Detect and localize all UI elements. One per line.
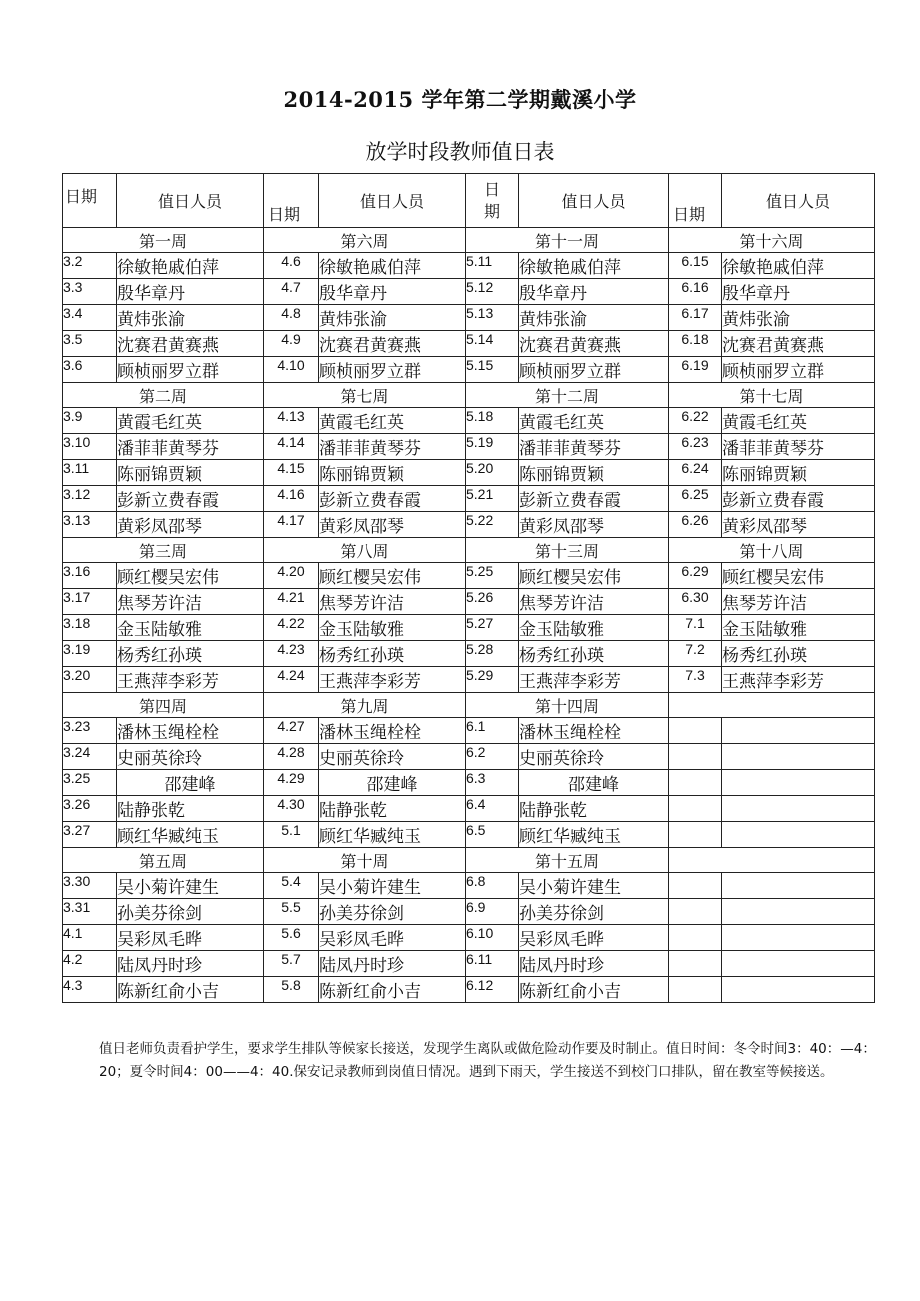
date-cell: 5.12 — [466, 279, 519, 305]
staff-cell: 黄霞毛红英 — [519, 408, 669, 434]
staff-cell: 殷华章丹 — [319, 279, 466, 305]
staff-cell: 杨秀红孙瑛 — [519, 641, 669, 667]
date-cell: 4.20 — [264, 563, 319, 589]
date-cell: 3.26 — [63, 796, 117, 822]
week-row — [63, 848, 875, 873]
week-label: 第三周 — [63, 538, 264, 563]
staff-cell — [722, 718, 875, 744]
staff-cell: 吴小菊许建生 — [117, 873, 264, 899]
date-cell: 5.15 — [466, 357, 519, 383]
staff-cell: 彭新立费春霞 — [117, 486, 264, 512]
date-header-char: 日 — [483, 179, 500, 199]
staff-cell: 吴彩凤毛晔 — [117, 925, 264, 951]
date-cell: 5.6 — [264, 925, 319, 951]
date-cell: 5.18 — [466, 408, 519, 434]
date-cell: 6.10 — [466, 925, 519, 951]
date-cell: 3.30 — [63, 873, 117, 899]
date-cell: 4.1 — [63, 925, 117, 951]
date-cell: 6.11 — [466, 951, 519, 977]
document-subtitle: 放学时段教师值日表 — [365, 140, 555, 164]
staff-cell: 潘林玉绳栓栓 — [117, 718, 264, 744]
staff-cell: 黄炜张渝 — [117, 305, 264, 331]
staff-cell: 沈赛君黄赛燕 — [319, 331, 466, 357]
date-cell: 3.23 — [63, 718, 117, 744]
staff-cell: 顾桢丽罗立群 — [117, 357, 264, 383]
staff-cell: 顾桢丽罗立群 — [519, 357, 669, 383]
date-cell: 3.20 — [63, 667, 117, 693]
staff-cell: 殷华章丹 — [519, 279, 669, 305]
date-cell: 7.1 — [669, 615, 722, 641]
day-row — [63, 460, 875, 486]
date-cell: 5.7 — [264, 951, 319, 977]
date-cell: 3.6 — [63, 357, 117, 383]
date-cell: 6.26 — [669, 512, 722, 538]
staff-cell: 陈新红俞小吉 — [319, 977, 466, 1003]
staff-cell: 王燕萍李彩芳 — [117, 667, 264, 693]
staff-cell: 陈新红俞小吉 — [519, 977, 669, 1003]
date-cell: 6.1 — [466, 718, 519, 744]
duty-note: 值日老师负责看护学生，要求学生排队等候家长接送，发现学生离队或做危险动作要及时制止。值日时间：冬令时间3：40：—4：20；夏令时间4：00——4：40.保安记录教师到岗值日情况。遇到下雨天，学生接送不到校门口排队，留在教室等候接送。 — [99, 1041, 876, 1080]
date-cell: 6.12 — [466, 977, 519, 1003]
date-cell — [669, 899, 722, 925]
week-label: 第七周 — [264, 383, 466, 408]
staff-cell: 陈丽锦贾颖 — [722, 460, 875, 486]
date-cell: 5.26 — [466, 589, 519, 615]
date-cell: 3.4 — [63, 305, 117, 331]
staff-cell: 王燕萍李彩芳 — [319, 667, 466, 693]
date-cell: 4.22 — [264, 615, 319, 641]
staff-header: 值日人员 — [519, 174, 669, 228]
date-cell: 4.13 — [264, 408, 319, 434]
date-cell: 3.24 — [63, 744, 117, 770]
staff-cell: 顾红樱吴宏伟 — [722, 563, 875, 589]
date-cell: 5.5 — [264, 899, 319, 925]
day-row — [63, 718, 875, 744]
document-title: 2014-2015 学年第二学期戴溪小学 — [283, 87, 637, 112]
date-cell: 6.25 — [669, 486, 722, 512]
staff-cell: 吴彩凤毛晔 — [319, 925, 466, 951]
staff-cell: 王燕萍李彩芳 — [722, 667, 875, 693]
date-cell: 6.22 — [669, 408, 722, 434]
staff-cell: 彭新立费春霞 — [519, 486, 669, 512]
day-row — [63, 279, 875, 305]
staff-cell — [722, 822, 875, 848]
staff-cell — [722, 951, 875, 977]
day-row — [63, 615, 875, 641]
date-cell: 3.31 — [63, 899, 117, 925]
day-row — [63, 512, 875, 538]
date-cell: 6.5 — [466, 822, 519, 848]
staff-cell: 史丽英徐玲 — [117, 744, 264, 770]
day-row — [63, 667, 875, 693]
week-label: 第十七周 — [669, 383, 875, 408]
date-cell: 3.9 — [63, 408, 117, 434]
date-cell — [669, 770, 722, 796]
date-cell: 3.12 — [63, 486, 117, 512]
day-row — [63, 796, 875, 822]
date-cell: 4.30 — [264, 796, 319, 822]
date-cell: 7.2 — [669, 641, 722, 667]
staff-cell: 殷华章丹 — [722, 279, 875, 305]
date-cell: 4.6 — [264, 253, 319, 279]
staff-cell: 吴小菊许建生 — [319, 873, 466, 899]
staff-cell: 徐敏艳戚伯萍 — [519, 253, 669, 279]
date-cell: 6.19 — [669, 357, 722, 383]
staff-cell — [722, 770, 875, 796]
staff-cell: 孙美芬徐剑 — [519, 899, 669, 925]
day-row — [63, 486, 875, 512]
date-cell: 7.3 — [669, 667, 722, 693]
staff-cell: 王燕萍李彩芳 — [519, 667, 669, 693]
staff-cell: 顾桢丽罗立群 — [319, 357, 466, 383]
date-cell — [669, 796, 722, 822]
date-cell: 4.17 — [264, 512, 319, 538]
staff-cell: 金玉陆敏雅 — [722, 615, 875, 641]
staff-cell: 顾红华臧纯玉 — [319, 822, 466, 848]
date-cell — [669, 951, 722, 977]
date-cell: 6.18 — [669, 331, 722, 357]
staff-cell: 邵建峰 — [117, 770, 264, 796]
date-cell: 6.2 — [466, 744, 519, 770]
date-cell: 4.14 — [264, 434, 319, 460]
date-cell: 3.27 — [63, 822, 117, 848]
date-cell: 5.27 — [466, 615, 519, 641]
date-cell: 5.25 — [466, 563, 519, 589]
staff-cell: 徐敏艳戚伯萍 — [117, 253, 264, 279]
staff-cell: 潘菲菲黄琴芬 — [319, 434, 466, 460]
staff-cell: 杨秀红孙瑛 — [117, 641, 264, 667]
date-cell: 4.3 — [63, 977, 117, 1003]
date-cell: 6.16 — [669, 279, 722, 305]
staff-cell: 陆凤丹时珍 — [319, 951, 466, 977]
staff-cell — [722, 873, 875, 899]
date-cell: 4.15 — [264, 460, 319, 486]
date-cell: 6.4 — [466, 796, 519, 822]
week-row — [63, 538, 875, 563]
staff-cell — [722, 796, 875, 822]
day-row — [63, 744, 875, 770]
date-cell: 4.28 — [264, 744, 319, 770]
staff-cell: 杨秀红孙瑛 — [319, 641, 466, 667]
week-label: 第十三周 — [466, 538, 669, 563]
date-cell: 5.19 — [466, 434, 519, 460]
staff-cell: 沈赛君黄赛燕 — [722, 331, 875, 357]
date-cell: 5.29 — [466, 667, 519, 693]
header-row — [63, 174, 875, 228]
staff-cell: 顾红华臧纯玉 — [519, 822, 669, 848]
staff-cell: 徐敏艳戚伯萍 — [319, 253, 466, 279]
week-label: 第八周 — [264, 538, 466, 563]
staff-cell: 焦琴芳许洁 — [319, 589, 466, 615]
week-label: 第九周 — [264, 693, 466, 718]
week-row — [63, 693, 875, 718]
date-cell: 3.17 — [63, 589, 117, 615]
date-cell: 4.21 — [264, 589, 319, 615]
staff-cell: 焦琴芳许洁 — [117, 589, 264, 615]
day-row — [63, 977, 875, 1003]
day-row — [63, 563, 875, 589]
staff-cell: 邵建峰 — [519, 770, 669, 796]
staff-cell: 沈赛君黄赛燕 — [117, 331, 264, 357]
week-label: 第一周 — [63, 228, 264, 253]
date-cell: 5.22 — [466, 512, 519, 538]
date-cell: 4.7 — [264, 279, 319, 305]
date-cell: 6.8 — [466, 873, 519, 899]
week-label: 第十一周 — [466, 228, 669, 253]
staff-cell: 邵建峰 — [319, 770, 466, 796]
staff-cell: 黄彩凤邵琴 — [519, 512, 669, 538]
week-label — [669, 693, 875, 718]
day-row — [63, 434, 875, 460]
date-cell: 3.25 — [63, 770, 117, 796]
staff-cell: 吴彩凤毛晔 — [519, 925, 669, 951]
date-cell: 3.5 — [63, 331, 117, 357]
staff-cell: 陈丽锦贾颖 — [519, 460, 669, 486]
week-label: 第十八周 — [669, 538, 875, 563]
date-cell: 3.16 — [63, 563, 117, 589]
staff-cell: 彭新立费春霞 — [722, 486, 875, 512]
staff-cell: 陆静张乾 — [117, 796, 264, 822]
day-row — [63, 925, 875, 951]
staff-cell — [722, 899, 875, 925]
staff-cell: 顾桢丽罗立群 — [722, 357, 875, 383]
date-cell: 5.8 — [264, 977, 319, 1003]
date-header: 日期 — [63, 174, 117, 228]
staff-cell — [722, 977, 875, 1003]
date-cell — [669, 718, 722, 744]
staff-cell: 陆凤丹时珍 — [117, 951, 264, 977]
staff-cell: 陈丽锦贾颖 — [117, 460, 264, 486]
staff-cell: 焦琴芳许洁 — [519, 589, 669, 615]
week-label — [669, 848, 875, 873]
date-cell — [669, 873, 722, 899]
date-cell: 5.28 — [466, 641, 519, 667]
staff-cell: 金玉陆敏雅 — [117, 615, 264, 641]
date-cell: 6.23 — [669, 434, 722, 460]
staff-cell — [722, 744, 875, 770]
staff-cell: 金玉陆敏雅 — [319, 615, 466, 641]
day-row — [63, 641, 875, 667]
staff-cell: 陆凤丹时珍 — [519, 951, 669, 977]
day-row — [63, 331, 875, 357]
staff-cell: 陈丽锦贾颖 — [319, 460, 466, 486]
staff-cell: 黄彩凤邵琴 — [319, 512, 466, 538]
staff-cell: 顾红樱吴宏伟 — [519, 563, 669, 589]
staff-cell: 黄彩凤邵琴 — [722, 512, 875, 538]
week-row — [63, 383, 875, 408]
week-row — [63, 228, 875, 253]
staff-cell: 焦琴芳许洁 — [722, 589, 875, 615]
date-cell: 5.21 — [466, 486, 519, 512]
staff-cell: 沈赛君黄赛燕 — [519, 331, 669, 357]
staff-cell: 吴小菊许建生 — [519, 873, 669, 899]
staff-header: 值日人员 — [722, 174, 875, 228]
date-cell: 5.20 — [466, 460, 519, 486]
date-cell: 3.10 — [63, 434, 117, 460]
week-label: 第十六周 — [669, 228, 875, 253]
date-cell: 4.2 — [63, 951, 117, 977]
staff-cell: 彭新立费春霞 — [319, 486, 466, 512]
week-label: 第十周 — [264, 848, 466, 873]
date-header: 日期 — [264, 174, 319, 228]
day-row — [63, 253, 875, 279]
staff-cell: 潘菲菲黄琴芬 — [519, 434, 669, 460]
duty-table — [62, 173, 875, 1003]
staff-cell: 陆静张乾 — [519, 796, 669, 822]
staff-cell: 黄彩凤邵琴 — [117, 512, 264, 538]
staff-cell: 潘林玉绳栓栓 — [319, 718, 466, 744]
date-cell: 3.13 — [63, 512, 117, 538]
date-cell: 6.9 — [466, 899, 519, 925]
date-cell: 3.3 — [63, 279, 117, 305]
week-label: 第十四周 — [466, 693, 669, 718]
date-cell: 3.2 — [63, 253, 117, 279]
date-cell: 5.11 — [466, 253, 519, 279]
date-cell: 4.16 — [264, 486, 319, 512]
staff-cell: 潘菲菲黄琴芬 — [117, 434, 264, 460]
date-cell: 5.13 — [466, 305, 519, 331]
date-cell: 6.29 — [669, 563, 722, 589]
day-row — [63, 770, 875, 796]
staff-cell: 黄炜张渝 — [519, 305, 669, 331]
staff-cell: 顾红樱吴宏伟 — [319, 563, 466, 589]
staff-cell: 黄霞毛红英 — [722, 408, 875, 434]
staff-cell: 顾红华臧纯玉 — [117, 822, 264, 848]
date-cell: 4.9 — [264, 331, 319, 357]
staff-cell: 徐敏艳戚伯萍 — [722, 253, 875, 279]
week-label: 第五周 — [63, 848, 264, 873]
date-cell: 4.27 — [264, 718, 319, 744]
date-cell: 6.15 — [669, 253, 722, 279]
day-row — [63, 305, 875, 331]
date-cell: 6.30 — [669, 589, 722, 615]
date-cell: 4.10 — [264, 357, 319, 383]
day-row — [63, 357, 875, 383]
day-row — [63, 408, 875, 434]
date-cell: 4.8 — [264, 305, 319, 331]
week-label: 第二周 — [63, 383, 264, 408]
date-cell: 4.23 — [264, 641, 319, 667]
staff-cell: 潘林玉绳栓栓 — [519, 718, 669, 744]
day-row — [63, 951, 875, 977]
staff-cell: 金玉陆敏雅 — [519, 615, 669, 641]
date-cell: 4.24 — [264, 667, 319, 693]
date-cell: 6.3 — [466, 770, 519, 796]
date-cell: 3.11 — [63, 460, 117, 486]
date-cell: 3.18 — [63, 615, 117, 641]
day-row — [63, 899, 875, 925]
date-cell: 5.1 — [264, 822, 319, 848]
staff-cell: 孙美芬徐剑 — [117, 899, 264, 925]
day-row — [63, 873, 875, 899]
staff-cell: 黄炜张渝 — [722, 305, 875, 331]
day-row — [63, 589, 875, 615]
date-header — [466, 174, 519, 228]
date-header: 日期 — [669, 174, 722, 228]
staff-cell: 史丽英徐玲 — [319, 744, 466, 770]
staff-cell: 殷华章丹 — [117, 279, 264, 305]
staff-cell: 陆静张乾 — [319, 796, 466, 822]
date-cell: 5.14 — [466, 331, 519, 357]
date-cell — [669, 822, 722, 848]
staff-cell: 陈新红俞小吉 — [117, 977, 264, 1003]
day-row — [63, 822, 875, 848]
staff-cell: 孙美芬徐剑 — [319, 899, 466, 925]
week-label: 第六周 — [264, 228, 466, 253]
staff-header: 值日人员 — [319, 174, 466, 228]
date-cell — [669, 977, 722, 1003]
staff-cell: 杨秀红孙瑛 — [722, 641, 875, 667]
week-label: 第四周 — [63, 693, 264, 718]
date-cell: 4.29 — [264, 770, 319, 796]
date-header-char: 期 — [483, 201, 500, 221]
staff-cell: 顾红樱吴宏伟 — [117, 563, 264, 589]
staff-cell — [722, 925, 875, 951]
week-label: 第十二周 — [466, 383, 669, 408]
staff-cell: 史丽英徐玲 — [519, 744, 669, 770]
date-cell: 6.17 — [669, 305, 722, 331]
date-cell: 5.4 — [264, 873, 319, 899]
staff-header: 值日人员 — [117, 174, 264, 228]
staff-cell: 黄炜张渝 — [319, 305, 466, 331]
date-cell — [669, 925, 722, 951]
date-cell: 6.24 — [669, 460, 722, 486]
staff-cell: 黄霞毛红英 — [319, 408, 466, 434]
date-cell: 3.19 — [63, 641, 117, 667]
staff-cell: 黄霞毛红英 — [117, 408, 264, 434]
date-cell — [669, 744, 722, 770]
staff-cell: 潘菲菲黄琴芬 — [722, 434, 875, 460]
week-label: 第十五周 — [466, 848, 669, 873]
